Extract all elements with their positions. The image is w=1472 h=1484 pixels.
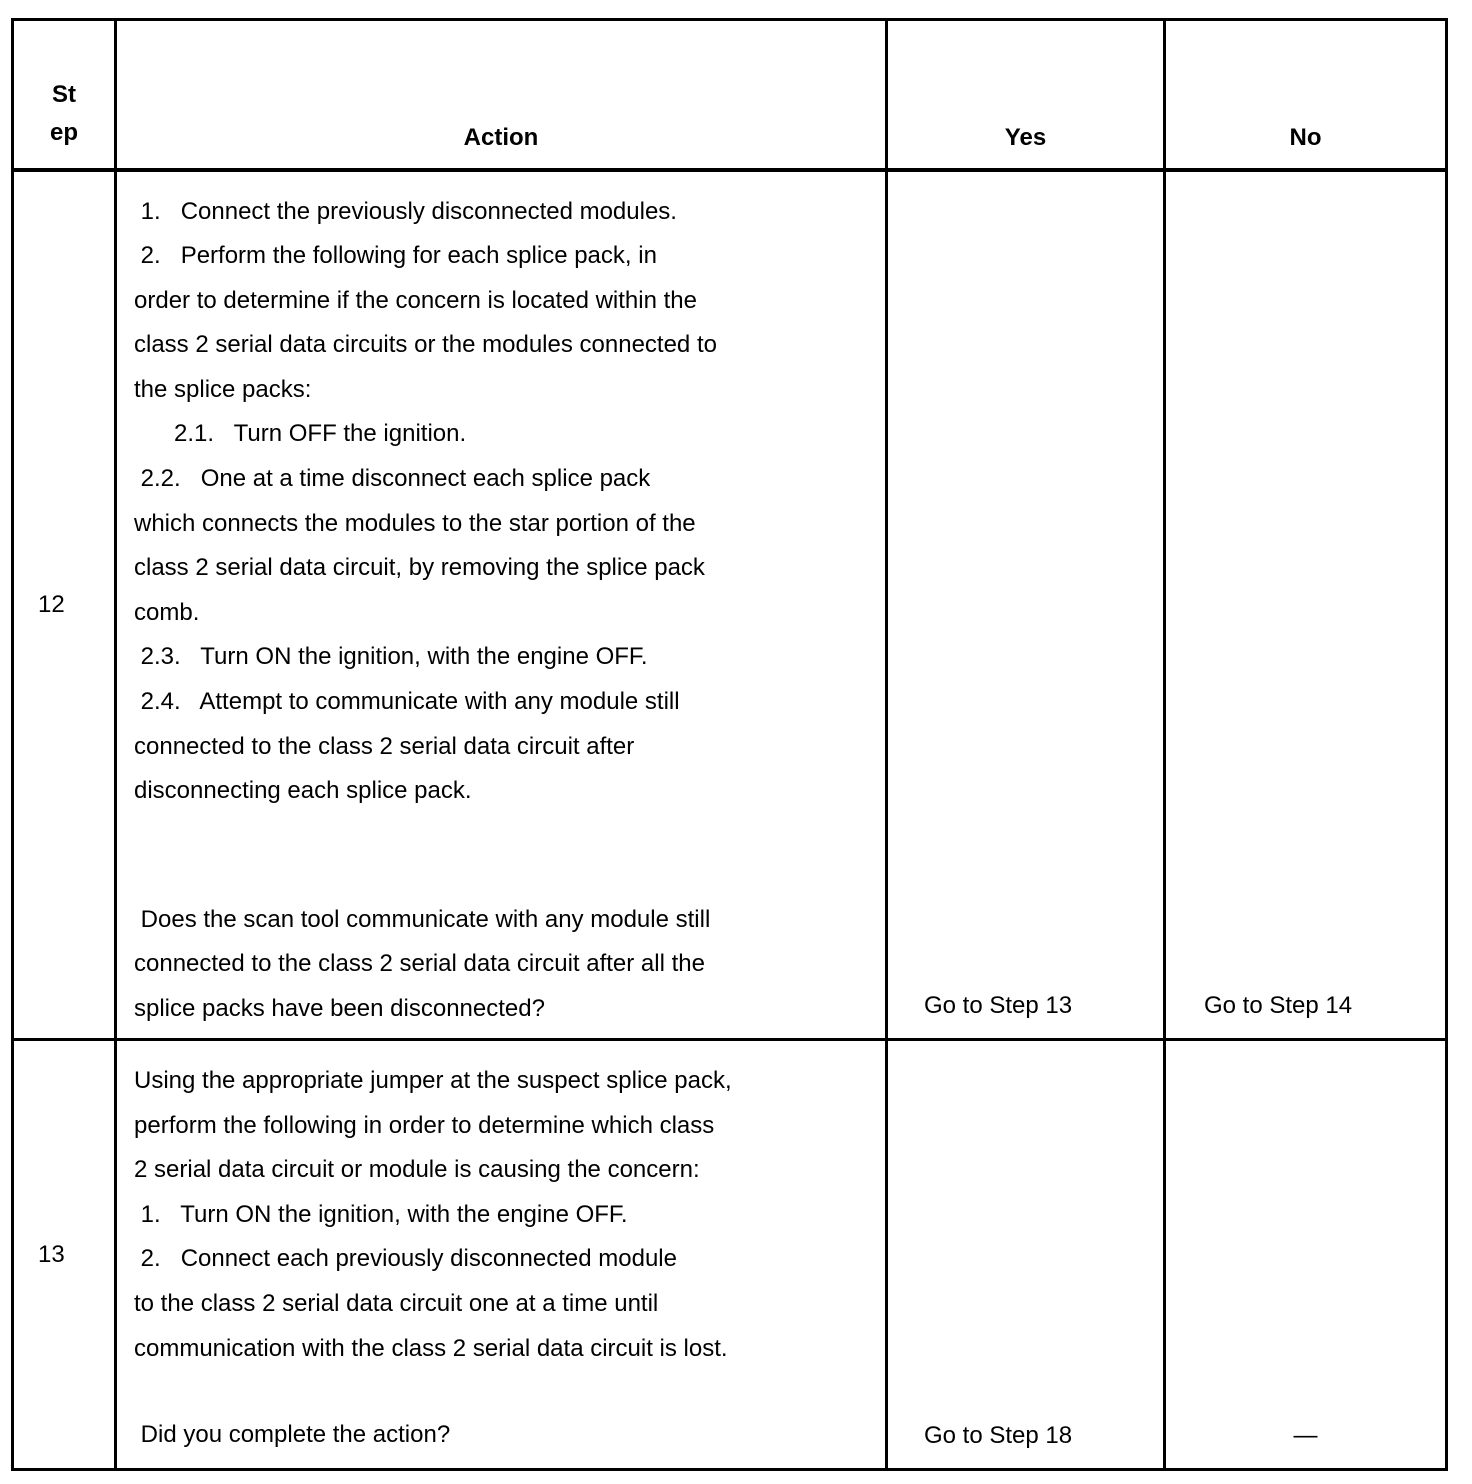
header-yes: Yes [887,20,1165,170]
table-row [13,1040,1447,1470]
action-line: 2. Perform the following for each splice pack, in [134,242,657,270]
header-row [13,20,1447,170]
question-line: Did you complete the action? [134,1421,451,1449]
action-cell [116,170,887,1040]
header-no: No [1165,20,1447,170]
table-row [13,170,1447,1040]
yes-result: Go to Step 13 [887,170,1165,1040]
action-line: 1. Connect the previously disconnected modules. [134,197,677,225]
header-step-label: St ep [49,80,78,146]
spacer [134,1371,885,1413]
diagnostic-table [11,18,1448,1471]
action-line: 2.4. Attempt to communicate with any module still [134,688,680,716]
action-line: 1. Turn ON the ignition, with the engine OFF. [134,1200,628,1228]
no-result: — [1165,1040,1447,1470]
action-line: connected to the class 2 serial data circuit after [134,732,635,760]
action-line: the splice packs: [134,375,312,403]
spacer [134,814,885,898]
step-number: 12 [13,170,116,1040]
question-line: splice packs have been disconnected? [134,995,545,1022]
action-line: comb. [134,598,200,626]
action-line: to the class 2 serial data circuit one at a time until [134,1289,659,1317]
action-line: class 2 serial data circuit, by removing the splice pack [134,554,705,582]
header-step [13,20,116,170]
action-line: 2.2. One at a time disconnect each splice pack [134,465,651,493]
action-line: 2.1. Turn OFF the ignition. [134,420,467,448]
action-line: communication with the class 2 serial data circuit is lost. [134,1334,728,1362]
question-line: Does the scan tool communicate with any module still [134,905,711,933]
question-line: connected to the class 2 serial data circuit after all the [134,950,705,978]
action-line: 2 serial data circuit or module is causing the concern: [134,1156,700,1184]
no-result: Go to Step 14 [1165,170,1447,1040]
action-line: Using the appropriate jumper at the suspect splice pack, [134,1067,732,1094]
action-line: 2.3. Turn ON the ignition, with the engine OFF. [134,643,648,671]
action-line: perform the following in order to determine which class [134,1111,715,1139]
action-cell [116,1040,887,1470]
action-line: class 2 serial data circuits or the modules connected to [134,331,717,359]
action-line: disconnecting each splice pack. [134,777,472,805]
header-action: Action [116,20,887,170]
action-line: 2. Connect each previously disconnected module [134,1245,677,1273]
step-number: 13 [13,1040,116,1470]
yes-result: Go to Step 18 [887,1040,1165,1470]
action-line: which connects the modules to the star portion of the [134,509,696,537]
action-line: order to determine if the concern is located within the [134,286,697,314]
